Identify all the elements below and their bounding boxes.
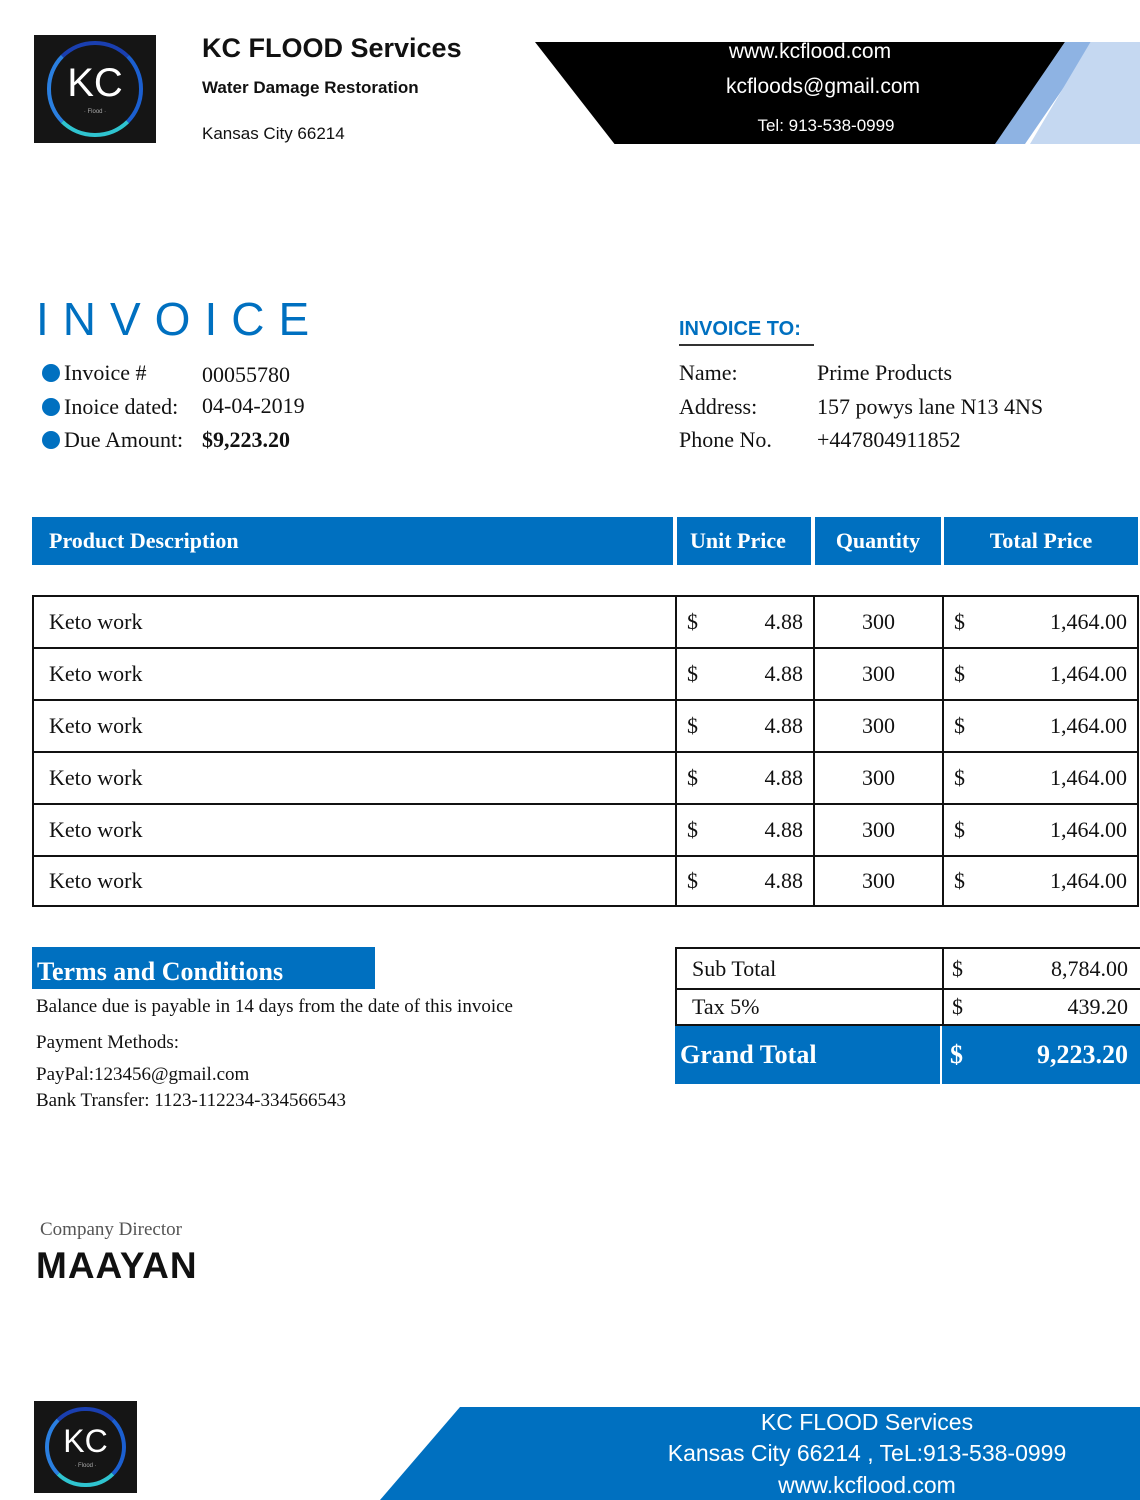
logo-sub: · Flood · bbox=[74, 1462, 97, 1469]
due-amount-label: Due Amount: bbox=[42, 427, 183, 453]
table-row bbox=[32, 647, 1139, 699]
unit-price: 4.88 bbox=[764, 609, 803, 634]
total-price: 1,464.00 bbox=[1050, 868, 1127, 893]
due-amount: $9,223.20 bbox=[202, 427, 290, 452]
header-product-description: Product Description bbox=[32, 517, 673, 565]
company-name: KC FLOOD Services bbox=[202, 33, 462, 63]
tax-label: Tax 5% bbox=[677, 990, 944, 1024]
currency: $ bbox=[950, 1040, 963, 1069]
footer-website: www.kcflood.com bbox=[778, 1472, 956, 1498]
invoice-date: 04-04-2019 bbox=[202, 393, 305, 418]
footer-logo bbox=[34, 1401, 137, 1493]
grand-total-value: 9,223.20 bbox=[1037, 1040, 1128, 1069]
subtotal-label: Sub Total bbox=[677, 949, 944, 988]
unit-price-cell bbox=[677, 597, 815, 647]
table-row bbox=[32, 803, 1139, 855]
item-description: Keto work bbox=[34, 597, 677, 647]
unit-price-cell bbox=[677, 753, 815, 803]
website: www.kcflood.com bbox=[728, 40, 892, 63]
line-items-table bbox=[0, 595, 1127, 907]
currency: $ bbox=[687, 817, 698, 842]
currency: $ bbox=[954, 661, 965, 686]
item-description: Keto work bbox=[34, 649, 677, 699]
total-price-cell bbox=[944, 805, 1137, 855]
currency: $ bbox=[952, 994, 963, 1019]
item-description: Keto work bbox=[34, 805, 677, 855]
client-address: 157 powys lane N13 4NS bbox=[817, 394, 1044, 419]
currency: $ bbox=[954, 765, 965, 790]
invoice-to-heading: INVOICE TO: bbox=[679, 318, 814, 346]
quantity: 300 bbox=[815, 753, 944, 803]
item-description: Keto work bbox=[34, 857, 677, 905]
currency: $ bbox=[687, 661, 698, 686]
total-price-cell bbox=[944, 701, 1137, 751]
currency: $ bbox=[954, 817, 965, 842]
quantity: 300 bbox=[815, 857, 944, 905]
unit-price: 4.88 bbox=[764, 817, 803, 842]
phone-label: Phone No. bbox=[679, 427, 772, 452]
grand-total-row bbox=[675, 1026, 1140, 1084]
header-unit-price: Unit Price bbox=[677, 517, 811, 565]
bullet-icon bbox=[42, 431, 60, 449]
signature-name: MAAYAN bbox=[36, 1245, 198, 1286]
currency: $ bbox=[954, 868, 965, 893]
header-total-price: Total Price bbox=[944, 517, 1138, 565]
signature-role: Company Director bbox=[40, 1219, 182, 1240]
invoice-title: INVOICE bbox=[36, 293, 324, 345]
footer-address: Kansas City 66214 , TeL:913-538-0999 bbox=[667, 1440, 1067, 1466]
table-row bbox=[32, 751, 1139, 803]
table-row bbox=[32, 595, 1139, 647]
total-price-cell bbox=[944, 649, 1137, 699]
currency: $ bbox=[687, 868, 698, 893]
currency: $ bbox=[687, 609, 698, 634]
currency: $ bbox=[954, 713, 965, 738]
client-name: Prime Products bbox=[817, 360, 953, 385]
item-description: Keto work bbox=[34, 753, 677, 803]
unit-price: 4.88 bbox=[764, 765, 803, 790]
company-city: Kansas City 66214 bbox=[202, 124, 345, 143]
table-row bbox=[32, 855, 1139, 907]
total-price-cell bbox=[944, 597, 1137, 647]
terms-line: Balance due is payable in 14 days from the date of this invoice bbox=[36, 996, 513, 1017]
quantity: 300 bbox=[815, 649, 944, 699]
unit-price-cell bbox=[677, 701, 815, 751]
bank-transfer-info: Bank Transfer: 1123-112234-334566543 bbox=[36, 1090, 346, 1111]
quantity: 300 bbox=[815, 805, 944, 855]
bullet-icon bbox=[42, 398, 60, 416]
currency: $ bbox=[687, 765, 698, 790]
unit-price: 4.88 bbox=[764, 868, 803, 893]
total-price: 1,464.00 bbox=[1050, 661, 1127, 686]
unit-price-cell bbox=[677, 805, 815, 855]
total-price: 1,464.00 bbox=[1050, 765, 1127, 790]
logo-sub: · Flood · bbox=[83, 109, 107, 115]
company-tagline: Water Damage Restoration bbox=[202, 78, 419, 97]
unit-price-cell bbox=[677, 649, 815, 699]
footer-company: KC FLOOD Services bbox=[760, 1409, 974, 1435]
client-phone: +447804911852 bbox=[817, 427, 961, 452]
header-quantity: Quantity bbox=[815, 517, 941, 565]
paypal-info: PayPal:123456@gmail.com bbox=[36, 1064, 250, 1085]
currency: $ bbox=[687, 713, 698, 738]
email: kcfloods@gmail.com bbox=[725, 75, 921, 98]
address-label: Address: bbox=[679, 394, 758, 419]
name-label: Name: bbox=[679, 360, 738, 385]
currency: $ bbox=[952, 955, 963, 981]
currency: $ bbox=[954, 609, 965, 634]
unit-price: 4.88 bbox=[764, 713, 803, 738]
unit-price-cell bbox=[677, 857, 815, 905]
logo-text: KC bbox=[67, 61, 123, 105]
logo-text: KC bbox=[63, 1422, 108, 1459]
terms-heading: Terms and Conditions bbox=[32, 947, 375, 989]
payment-methods-label: Payment Methods: bbox=[36, 1032, 180, 1053]
quantity: 300 bbox=[815, 701, 944, 751]
total-price-cell bbox=[944, 857, 1137, 905]
invoice-date-label: Inoice dated: bbox=[42, 394, 178, 420]
invoice-number: 00055780 bbox=[202, 362, 290, 387]
grand-total-label: Grand Total bbox=[675, 1026, 942, 1084]
subtotal-row bbox=[675, 947, 1140, 990]
bullet-icon bbox=[42, 364, 60, 382]
invoice-number-label: Invoice # bbox=[42, 360, 146, 386]
unit-price: 4.88 bbox=[764, 661, 803, 686]
tax-value: 439.20 bbox=[1067, 994, 1128, 1019]
company-logo bbox=[34, 35, 156, 143]
item-description: Keto work bbox=[34, 701, 677, 751]
total-price: 1,464.00 bbox=[1050, 817, 1127, 842]
quantity: 300 bbox=[815, 597, 944, 647]
telephone: Tel: 913-538-0999 bbox=[757, 116, 895, 135]
tax-row bbox=[675, 988, 1140, 1026]
total-price: 1,464.00 bbox=[1050, 609, 1127, 634]
table-row bbox=[32, 699, 1139, 751]
total-price: 1,464.00 bbox=[1050, 713, 1127, 738]
subtotal-value: 8,784.00 bbox=[1051, 955, 1128, 981]
total-price-cell bbox=[944, 753, 1137, 803]
